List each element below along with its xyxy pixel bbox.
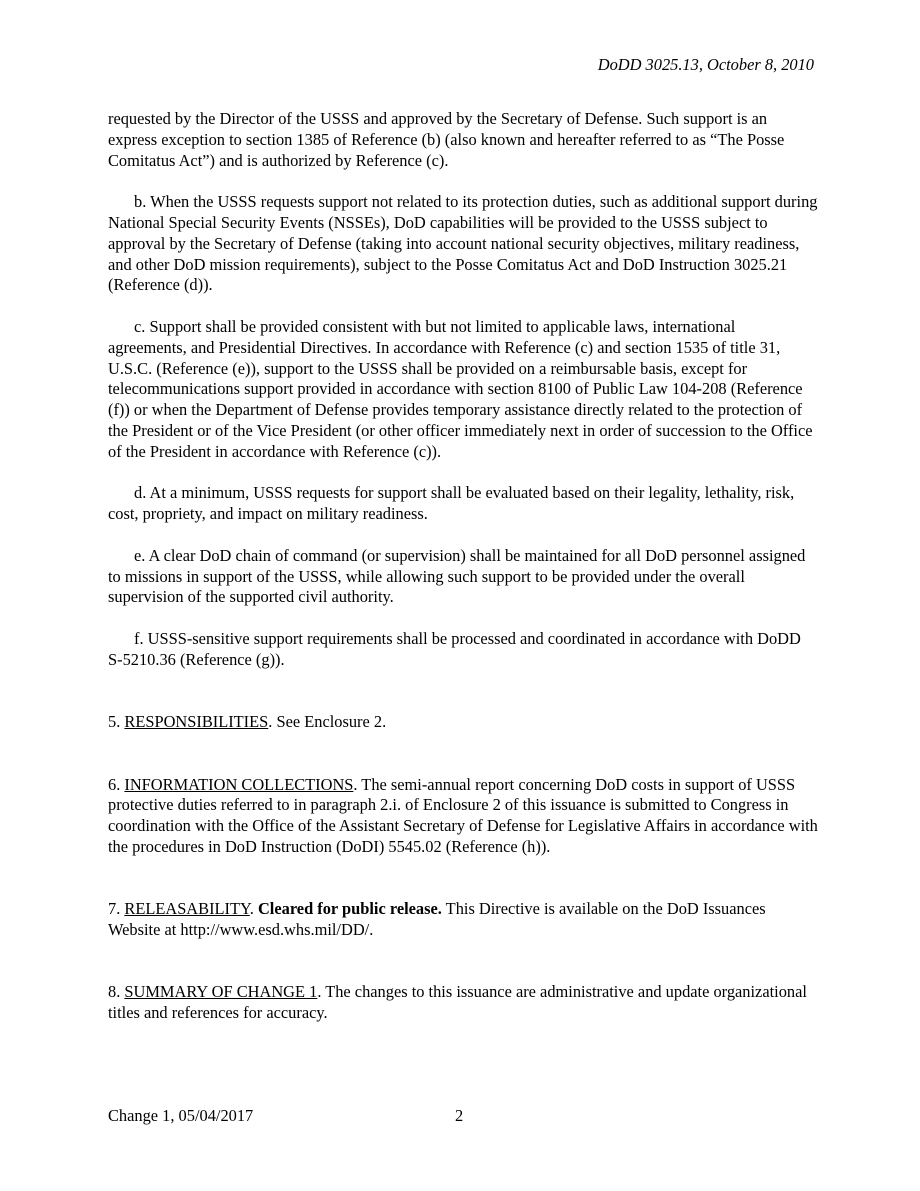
document-body <box>108 109 818 1045</box>
paragraph-continuation: requested by the Director of the USSS and approved by the Secretary of Defense. Such support is an express exception to section 1385 of Reference (b) (also known and hereafter referred to as “The Posse Comitatus Act”) and is authorized by Reference (c). <box>108 109 785 170</box>
release-statement: Cleared for public release. <box>257 899 442 919</box>
paragraph-f: f. USSS-sensitive support requirements shall be processed and coordinated in accordance with DoDD S-5210.36 (Reference (g)). <box>108 628 801 669</box>
running-header: DoDD 3025.13, October 8, 2010 <box>597 55 814 74</box>
section-number: 8. <box>108 982 125 1002</box>
section-5-responsibilities <box>108 712 818 733</box>
section-text: . The changes to this issuance are administrative and update organizational titles and references for accuracy. <box>108 982 807 1023</box>
section-text: . The semi-annual report concerning DoD costs in support of USSS protective duties referred to in paragraph 2.i. of Enclosure 2 of this issuance is submitted to Congress in coordination with the Office of the Assistant Secretary of Defense for Legislative Affairs in accordance with the procedures in DoD Instruction (DoDI) 5545.02 (Reference (h)). <box>108 774 818 856</box>
section-number: 7. <box>108 899 125 919</box>
section-title: RESPONSIBILITIES <box>124 712 269 732</box>
section-number: 6. <box>108 774 125 794</box>
section-title: INFORMATION COLLECTIONS <box>124 774 354 794</box>
section-8-summary-of-change <box>108 982 818 1024</box>
footer-change-note: Change 1, 05/04/2017 <box>108 1106 254 1125</box>
section-6-information-collections <box>108 775 818 858</box>
paragraph-c: c. Support shall be provided consistent with but not limited to applicable laws, international agreements, and Presidential Directives. In accordance with Reference (c) and section 1535 of title 31, U.S.C. (Reference (e)), support to the USSS shall be provided on a reimbursable basis, except for telecommunications support provided in accordance with section 8100 of Public Law 104-208 (Reference (f)) or when the Department of Defense provides temporary assistance directly related to the protection of the President or of the Vice President (or other officer immediately next in order of succession to the Office of the President in accordance with Reference (c)). <box>108 316 813 461</box>
paragraph-b: b. When the USSS requests support not related to its protection duties, such as additional support during National Special Security Events (NSSEs), DoD capabilities will be provided to the USSS subject to approval by the Secretary of Defense (taking into account national security objectives, military readiness, and other DoD mission requirements), subject to the Posse Comitatus Act and DoD Instruction 3025.21 (Reference (d)). <box>108 192 818 295</box>
section-title: SUMMARY OF CHANGE 1 <box>124 982 318 1002</box>
section-title: RELEASABILITY <box>124 899 250 919</box>
paragraph-d: d. At a minimum, USSS requests for support shall be evaluated based on their legality, lethality, risk, cost, propriety, and impact on military readiness. <box>108 483 795 524</box>
page-number: 2 <box>455 1106 464 1125</box>
section-text: This Directive is available on the DoD Issuances Website at http://www.esd.whs.mil/DD/. <box>108 899 766 940</box>
section-text: . See Enclosure 2. <box>268 712 387 732</box>
section-separator: . <box>249 899 258 919</box>
paragraph-e: e. A clear DoD chain of command (or supervision) shall be maintained for all DoD personnel assigned to missions in support of the USSS, while allowing such support to be provided under the overall supervision of the supported civil authority. <box>108 545 806 607</box>
section-number: 5. <box>108 712 125 732</box>
section-7-releasability <box>108 899 818 941</box>
